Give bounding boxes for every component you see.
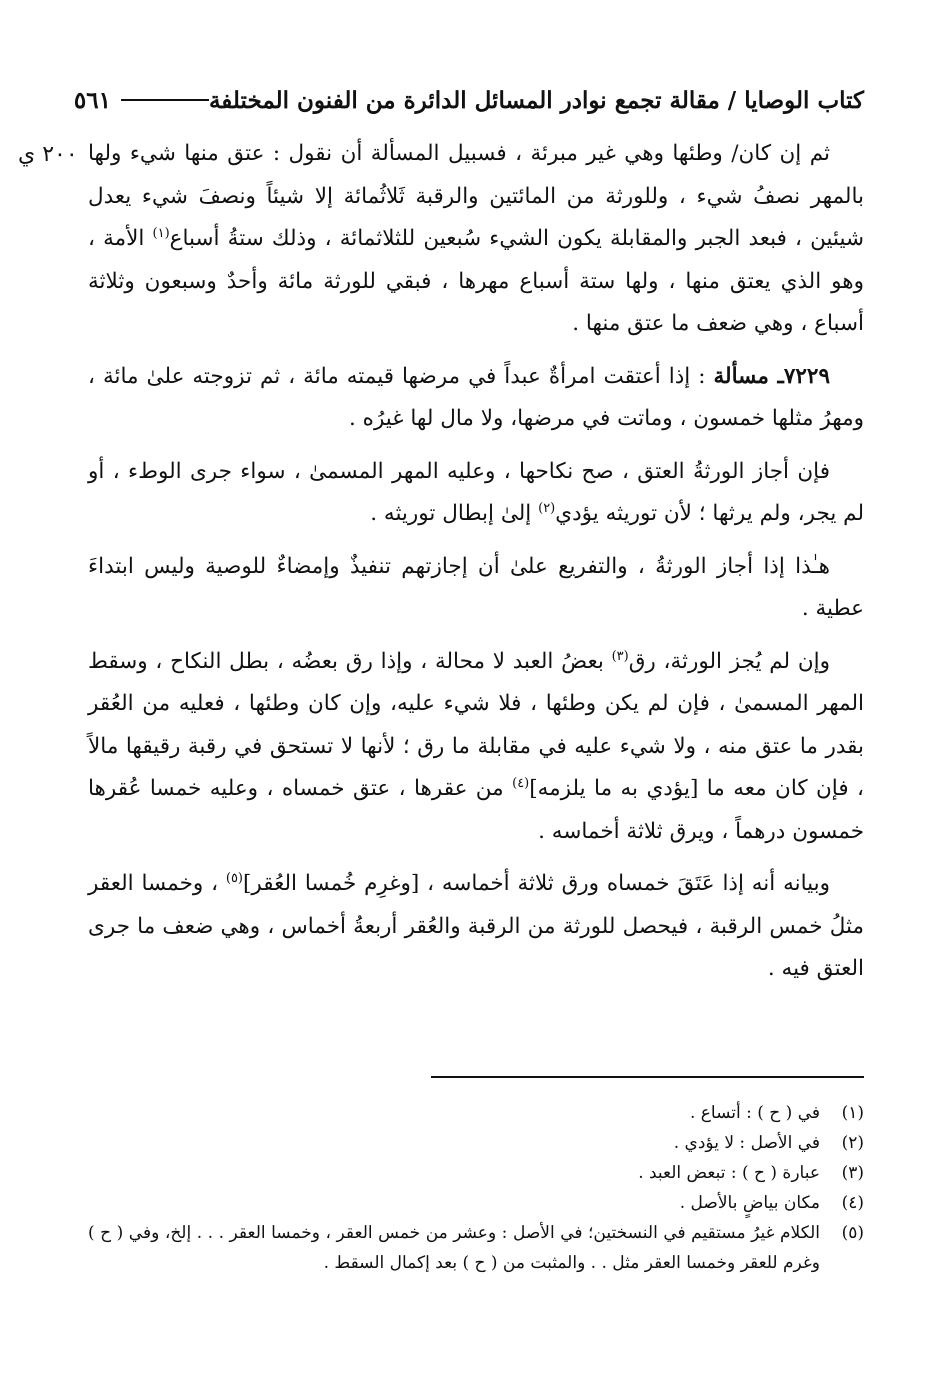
paragraph-5 [88,641,864,854]
footnote [88,1218,864,1278]
footnote-ref-2: (٢) [538,500,556,516]
footnote-text: مكان بياضٍ بالأصل . [679,1193,820,1213]
paragraph-3-end: إلىٰ إبطال توريثه . [370,501,539,526]
footnote-text: في الأصل : لا يؤدي . [673,1133,820,1153]
footnote-number: (١) [841,1103,864,1123]
paragraph-1 [88,133,864,346]
question-number: ٧٢٢٩ـ مسألة [713,363,831,389]
paragraph-2 [88,356,864,441]
running-header [73,78,864,122]
margin-note: ٢٠٠ ي [18,142,78,167]
footnote-number: (٤) [841,1193,864,1213]
footnote-separator [431,1076,864,1078]
footnote-text: الكلام غيرُ مستقيم في النسختين؛ في الأصل : وعشر من خمس العقر ، وخمسا العقر . . . إلخ، وفي ( ح ) وغرم للعقر وخمسا العقر مثل . . والمثبت من ( ح ) بعد إكمال السقط . [88,1223,820,1273]
header-title: كتاب الوصايا / مقالة تجمع نوادر المسائل الدائرة من الفنون المختلفة [208,86,864,114]
paragraph-6 [88,863,864,991]
footnote-text: عبارة ( ح ) : تبعض العبد . [638,1163,820,1183]
main-text [88,133,864,1001]
paragraph-5-text: وإن لم يُجز الورثة، رق [628,648,830,674]
paragraph-1-text: ثم إن كان/ وطئها وهي غير مبرئة ، فسبيل المسألة أن نقول : عتق منها شيء ولها بالمهر نصفُ شيء ، وللورثة من المائتين والرقبة ثَلاثُمائة إلا شيئاً ونصفَ شيء يعدل شيئين ، فبعد الجبر والمقابلة يكون الشيء سُبعين للثلاثمائة ، وذلك ستةُ أسباع [88,141,864,251]
paragraph-6-end: ، وخمسا العقر مثلُ خمس الرقبة ، فيحصل للورثة من الرقبة والعُقر أربعةُ أخماس ، وهي ضعف ما جرى العتق فيه . [88,871,864,981]
footnote-ref-4: (٤) [512,775,530,791]
footnote [88,1098,864,1128]
paragraph-3-text: فإن أجاز الورثةُ العتق ، صح نكاحها ، وعليه المهر المسمىٰ ، سواء جرى الوطء ، أو لم يجر، ولم يرثها ؛ لأن توريثه يؤدي [88,458,864,526]
header-page-area [74,87,209,114]
page-number: ٥٦١ [73,86,111,114]
paragraph-5-end: من عقرها ، عتق خمساه ، وعليه خمسا عُقرها خمسون درهماً ، ويرق ثلاثة أخماسه . [88,776,864,844]
paragraph-2-text: : إذا أعتقت امرأةٌ عبداً في مرضها قيمته مائة ، ثم تزوجته علىٰ مائة ، ومهرُ مثلها خمسون ، وماتت في مرضها، ولا مال لها غيرُه . [88,363,864,431]
footnote-text: في ( ح ) : أتساع . [689,1103,820,1123]
paragraph-6-text: وبيانه أنه إذا عَتَقَ خمساه ورق ثلاثة أخماسه ، [وغرِم خُمسا العُقر] [243,871,830,896]
header-rule [121,99,209,101]
footnote-number: (٣) [841,1163,864,1183]
footnote-number: (٥) [841,1223,864,1243]
footnotes [88,1098,864,1278]
paragraph-4 [88,546,864,631]
footnote [88,1188,864,1218]
footnote [88,1158,864,1188]
paragraph-4-text: هـٰذا إذا أجاز الورثةُ ، والتفريع علىٰ أن إجازتهم تنفيذٌ وإمضاءٌ للوصية وليس ابتداءَ عطية . [88,553,864,621]
paragraph-3 [88,451,864,536]
footnote-ref-3: (٣) [611,648,629,664]
footnote-ref-5: (٥) [225,870,243,886]
paragraph-1-end: الأمة ، وهو الذي يعتق منها ، ولها ستة أسباع مهرها ، فبقي للورثة مائة وأحدٌ وسبعون وثلاثة أسباع ، وهي ضعف ما عتق منها . [88,226,864,336]
footnote [88,1128,864,1158]
paragraph-5-mid: بعضُ العبد لا محالة ، وإذا رق بعضُه ، بطل النكاح ، وسقط المهر المسمىٰ ، فإن لم يكن وطئها ، فلا شيء عليه، وإن كان وطئها ، فعليه من العُقر بقدر ما عتق منه ، ولا شيء عليه في مقابلة ما رق ؛ لأنها لا تستحق في رقبة رقيقها مالاً ، فإن كان معه ما [يؤدي به ما يلزمه] [88,648,864,801]
footnote-number: (٢) [841,1133,864,1153]
footnote-ref-1: (١) [152,225,170,241]
